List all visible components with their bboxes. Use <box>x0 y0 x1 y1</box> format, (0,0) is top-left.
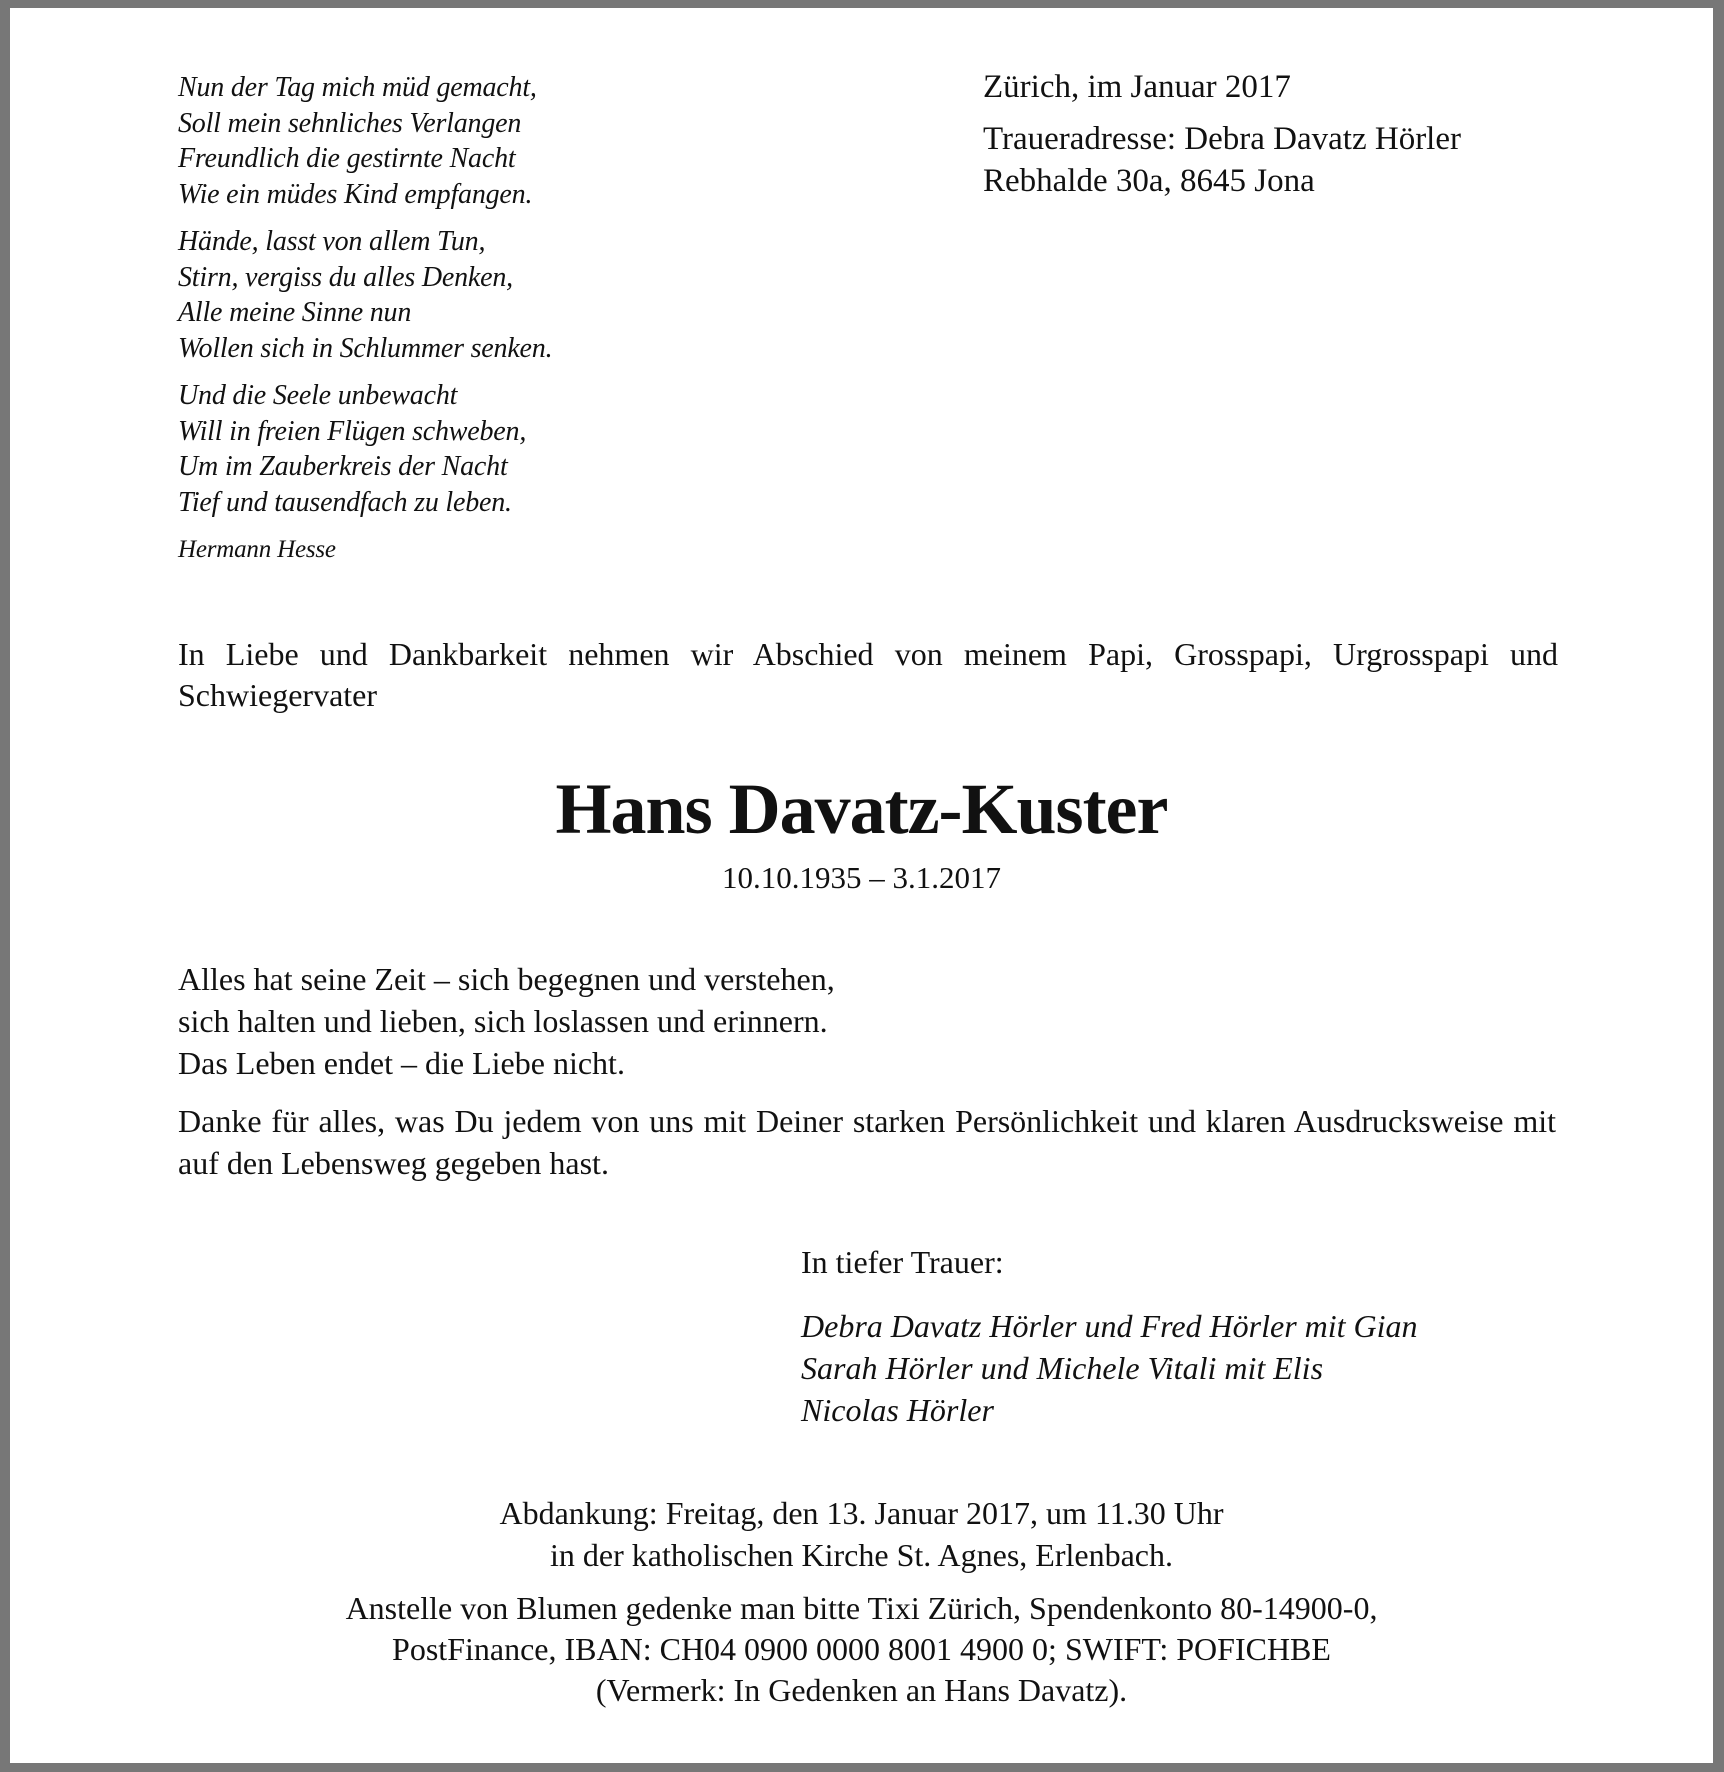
poem-line: Wollen sich in Schlummer senken. <box>178 332 553 364</box>
deceased-name: Hans Davatz-Kuster <box>555 769 1168 849</box>
poem-line: Soll mein sehnliches Verlangen <box>178 107 522 139</box>
donation-line: (Vermerk: In Gedenken an Hans Davatz). <box>595 1672 1128 1708</box>
obituary-page <box>10 8 1713 1763</box>
address-line: Rebhalde 30a, 8645 Jona <box>983 163 1315 199</box>
poem-stanza <box>178 224 552 366</box>
motto-line: Das Leben endet – die Liebe nicht. <box>178 1045 625 1081</box>
motto-line: Alles hat seine Zeit – sich begegnen und verstehen, <box>178 961 835 997</box>
donation-line: Anstelle von Blumen gedenke man bitte Tixi Zürich, Spendenkonto 80-14900-0, <box>345 1590 1378 1626</box>
poem-line: Um im Zauberkreis der Nacht <box>178 451 508 482</box>
donation-line: PostFinance, IBAN: CH04 0900 0000 8001 4900 0; SWIFT: POFICHBE <box>392 1631 1331 1667</box>
service-line: in der katholischen Kirche St. Agnes, Erlenbach. <box>550 1537 1173 1573</box>
motto-line: sich halten und lieben, sich loslassen und erinnern. <box>178 1003 828 1039</box>
poem-line: Nun der Tag mich müd gemacht, <box>178 72 537 103</box>
poem-stanza <box>178 70 552 212</box>
place-date: Zürich, im Januar 2017 <box>983 69 1291 105</box>
mourner: Debra Davatz Hörler und Fred Hörler mit Gian <box>801 1308 1418 1344</box>
poem-line: Hände, lasst von allem Tun, <box>178 226 486 257</box>
address-line: Traueradresse: Debra Davatz Hörler <box>983 121 1461 157</box>
thanks-text: Danke für alles, was Du jedem von uns mit Deiner starken Persönlichkeit und klaren Ausdrucksweise mit auf den Lebensweg gegeben hast. <box>178 1103 1556 1181</box>
poem-stanza <box>178 378 552 520</box>
mourning-label: In tiefer Trauer: <box>801 1244 1004 1280</box>
poem-line: Wie ein müdes Kind empfangen. <box>178 178 533 210</box>
poem-line: Freundlich die gestirnte Nacht <box>178 143 516 174</box>
intro-text: In Liebe und Dankbarkeit nehmen wir Abschied von meinem Papi, Grosspapi, Urgrosspapi und Schwiegervater <box>178 636 1558 713</box>
header-info <box>983 66 1461 202</box>
poem-line: Alle meine Sinne nun <box>178 297 412 328</box>
poem-line: Stirn, vergiss du alles Denken, <box>178 261 513 293</box>
motto <box>178 958 835 1084</box>
service-info <box>10 1492 1713 1576</box>
poem-line: Will in freien Flügen schweben, <box>178 415 527 447</box>
poem-line: Und die Seele unbewacht <box>178 380 458 411</box>
poem-line: Tief und tausendfach zu leben. <box>178 486 512 518</box>
poem <box>178 70 552 568</box>
mourner: Sarah Hörler und Michele Vitali mit Elis <box>801 1350 1324 1386</box>
life-dates: 10.10.1935 – 3.1.2017 <box>722 860 1001 895</box>
donation-info <box>10 1588 1713 1711</box>
mourner: Nicolas Hörler <box>801 1392 994 1428</box>
mourners-list <box>801 1305 1418 1431</box>
poem-author: Hermann Hesse <box>178 536 336 563</box>
service-line: Abdankung: Freitag, den 13. Januar 2017, um 11.30 Uhr <box>499 1495 1224 1531</box>
